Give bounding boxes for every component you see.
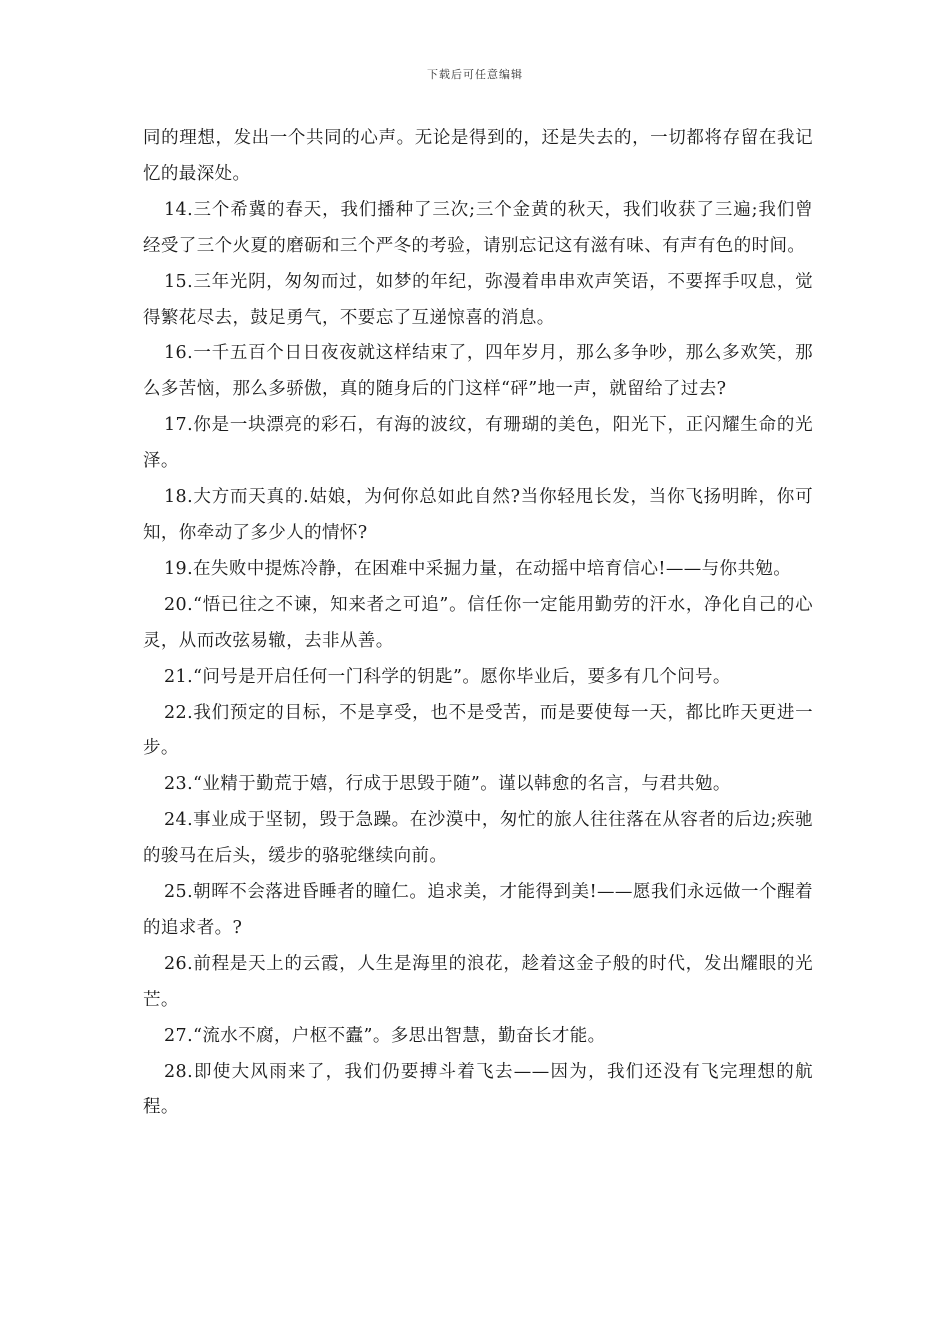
paragraph-28: 28.即使大风雨来了，我们仍要搏斗着飞去——因为，我们还没有飞完理想的航程。 — [143, 1061, 813, 1118]
paragraph-continuation: 同的理想，发出一个共同的心声。无论是得到的，还是失去的，一切都将存留在我记忆的最深处。 — [143, 128, 813, 184]
paragraph-15: 15.三年光阴，匆匆而过，如梦的年纪，弥漫着串串欢声笑语，不要挥手叹息，觉得繁花尽去，鼓足勇气，不要忘了互递惊喜的消息。 — [143, 271, 813, 328]
document-body — [143, 121, 813, 1126]
paragraph-21: 21.“问号是开启任何一门科学的钥匙”。愿你毕业后，要多有几个问号。 — [164, 666, 731, 687]
paragraph-27: 27.“流水不腐，户枢不蠹”。多思出智慧，勤奋长才能。 — [164, 1025, 606, 1046]
paragraph-26: 26.前程是天上的云霞，人生是海里的浪花，趁着这金子般的时代，发出耀眼的光芒。 — [143, 953, 813, 1010]
paragraph-24: 24.事业成于坚韧，毁于急躁。在沙漠中，匆忙的旅人往往落在从容者的后边;疾驰的骏马在后头，缓步的骆驼继续向前。 — [143, 810, 813, 867]
paragraph-22: 22.我们预定的目标，不是享受，也不是受苦，而是要使每一天，都比昨天更进一步。 — [143, 702, 813, 759]
page-header: 下载后可任意编辑 — [427, 68, 523, 81]
paragraph-17: 17.你是一块漂亮的彩石，有海的波纹，有珊瑚的美色，阳光下，正闪耀生命的光泽。 — [143, 415, 813, 472]
paragraph-23: 23.“业精于勤荒于嬉，行成于思毁于随”。谨以韩愈的名言，与君共勉。 — [164, 774, 731, 795]
paragraph-18: 18.大方而天真的.姑娘，为何你总如此自然?当你轻甩长发，当你飞扬明眸，你可知，你牵动了多少人的情怀? — [143, 487, 813, 543]
paragraph-14: 14.三个希冀的春天，我们播种了三次;三个金黄的秋天，我们收获了三遍;我们曾经受了三个火夏的磨砺和三个严冬的考验，请别忘记这有滋有味、有声有色的时间。 — [143, 199, 813, 256]
paragraph-19: 19.在失败中提炼冷静，在困难中采掘力量，在动摇中培育信心!——与你共勉。 — [164, 558, 792, 579]
paragraph-20: 20.“悟已往之不谏，知来者之可追”。信任你一定能用勤劳的汗水，净化自己的心灵，从而改弦易辙，去非从善。 — [143, 594, 813, 651]
paragraph-25: 25.朝晖不会落进昏睡者的瞳仁。追求美，才能得到美!——愿我们永远做一个醒着的追求者。? — [143, 882, 813, 938]
paragraph-16: 16.一千五百个日日夜夜就这样结束了，四年岁月，那么多争吵，那么多欢笑，那么多苦恼，那么多骄傲，真的随身后的门这样“砰”地一声，就留给了过去? — [143, 343, 813, 400]
